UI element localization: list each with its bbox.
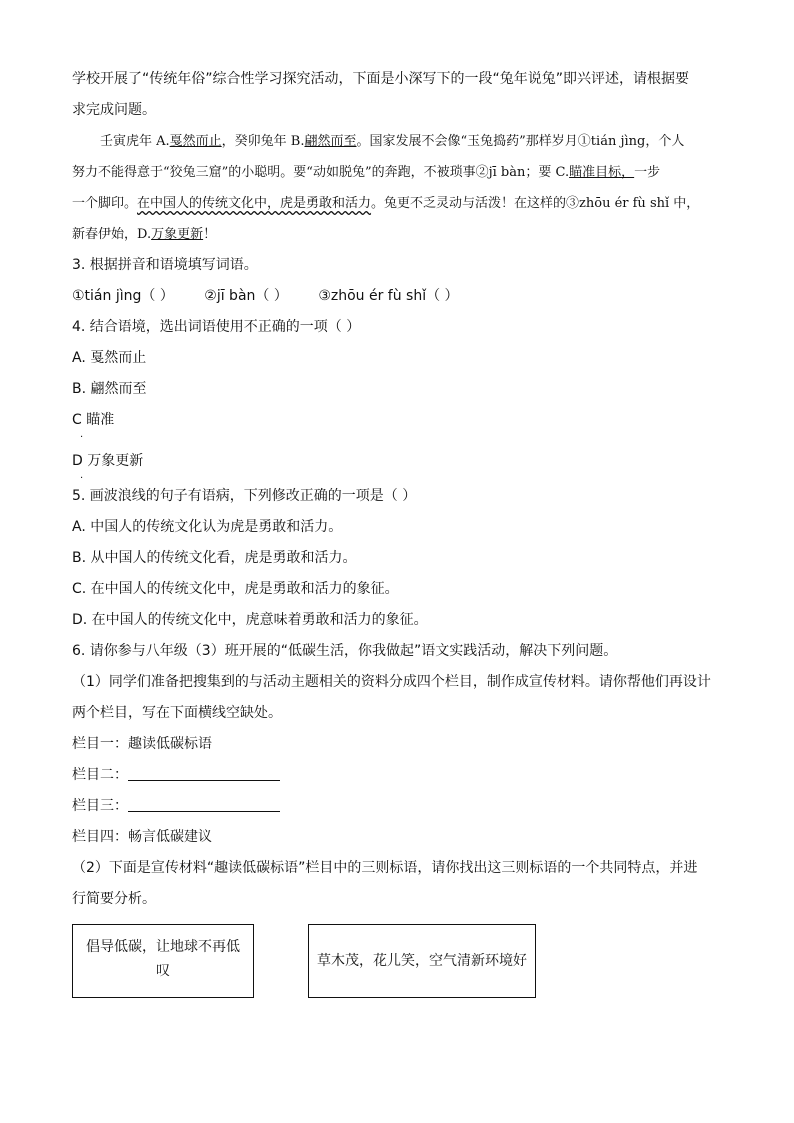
column-3-row xyxy=(72,791,732,822)
passage-text: 。兔更不乏灵动与活泼！在这样的③zhōu ér fù shǐ 中， xyxy=(371,196,700,211)
slogan-1-text: 倡导低碳，让地球不再低叹 xyxy=(86,939,240,979)
q5-option-c[interactable]: C. 在中国人的传统文化中，虎是勇敢和活力的象征。 xyxy=(72,581,399,597)
q3-blank-3[interactable]: ③zhōu ér fù shǐ（ ） xyxy=(318,288,459,304)
passage-text: ！ xyxy=(203,227,217,242)
q4-option-d[interactable] xyxy=(72,446,732,481)
passage-text: 一个脚印。 xyxy=(72,196,138,211)
passage-text: 壬寅虎年 A. xyxy=(100,134,170,149)
slogan-box-2 xyxy=(308,924,536,998)
column-3-label: 栏目三： xyxy=(72,798,128,814)
column-2-answer-blank[interactable] xyxy=(128,766,280,781)
exam-page xyxy=(72,64,732,915)
passage-text: 努力不能得意于“狡兔三窟”的小聪明。要“动如脱兔”的奔跑，不被琐事②jī bàn；要 C. xyxy=(72,165,570,180)
q4-option-d-text: D 万象更新 xyxy=(72,453,144,469)
passage-line-2 xyxy=(72,157,732,188)
q4-option-b[interactable]: B. 翩然而至 xyxy=(72,381,147,397)
passage-text: 新春伊始，D. xyxy=(72,227,152,242)
passage-line-3 xyxy=(72,188,732,219)
intro-line-1: 学校开展了“传统年俗”综合性学习探究活动，下面是小深写下的一段“兔年说兔”即兴评述，请根据要 xyxy=(72,71,690,87)
passage-line-1 xyxy=(72,126,732,157)
question-5-stem: 5. 画波浪线的句子有语病，下列修改正确的一项是（ ） xyxy=(72,488,417,504)
column-2-label: 栏目二： xyxy=(72,767,128,783)
q6-part2-line-2: 行简要分析。 xyxy=(72,891,156,907)
q6-part1-line-2: 两个栏目，写在下面横线空缺处。 xyxy=(72,705,282,721)
question-4-stem: 4. 结合语境，选出词语使用不正确的一项（ ） xyxy=(72,319,361,335)
q3-blank-1[interactable]: ①tián jìng（ ） xyxy=(72,288,174,304)
passage-text: 。国家发展不会像“玉兔捣药”那样岁月①tián jìng，个人 xyxy=(356,134,685,149)
passage-text: ，癸卯兔年 B. xyxy=(221,134,305,149)
q4-option-c[interactable] xyxy=(72,405,732,440)
passage-line-4 xyxy=(72,219,732,250)
q4-option-c-text: C 瞄准 xyxy=(72,412,115,428)
slogan-box-1 xyxy=(72,924,254,998)
column-4: 栏目四：畅言低碳建议 xyxy=(72,829,212,845)
passage-text: 一步 xyxy=(634,165,661,180)
question-3-options xyxy=(72,281,732,312)
underlined-word-c: 瞄准目标， xyxy=(569,165,635,180)
q4-option-a[interactable]: A. 戛然而止 xyxy=(72,350,147,366)
q6-part2-line-1: （2）下面是宣传材料“趣读低碳标语”栏目中的三则标语，请你找出这三则标语的一个共同特点，并进 xyxy=(72,860,698,876)
underlined-word-a: 戛然而止 xyxy=(169,134,222,149)
q3-blank-2[interactable]: ②jī bàn（ ） xyxy=(204,288,288,304)
question-6-stem: 6. 请你参与八年级（3）班开展的“低碳生活，你我做起”语文实践活动，解决下列问题。 xyxy=(72,643,618,659)
underlined-word-d: 万象更新 xyxy=(151,227,204,242)
column-1: 栏目一：趣读低碳标语 xyxy=(72,736,212,752)
column-2-row xyxy=(72,760,732,791)
intro-line-2: 求完成问题。 xyxy=(72,102,156,118)
q5-option-a[interactable]: A. 中国人的传统文化认为虎是勇敢和活力。 xyxy=(72,519,343,535)
emphasis-dot: . xyxy=(80,429,84,440)
q5-option-d[interactable]: D. 在中国人的传统文化中，虎意味着勇敢和活力的象征。 xyxy=(72,612,428,628)
q5-option-b[interactable]: B. 从中国人的传统文化看，虎是勇敢和活力。 xyxy=(72,550,357,566)
wavy-sentence: 在中国人的传统文化中，虎是勇敢和活力 xyxy=(137,196,372,211)
slogan-2-text: 草木茂，花儿笑，空气清新环境好 xyxy=(317,953,527,969)
underlined-word-b: 翩然而至 xyxy=(304,134,357,149)
q6-part1-line-1: （1）同学们准备把搜集到的与活动主题相关的资料分成四个栏目，制作成宣传材料。请你帮他们再设计 xyxy=(72,674,711,690)
column-3-answer-blank[interactable] xyxy=(128,797,280,812)
question-3-stem: 3. 根据拼音和语境填写词语。 xyxy=(72,257,258,273)
emphasis-dot: . xyxy=(80,470,84,481)
